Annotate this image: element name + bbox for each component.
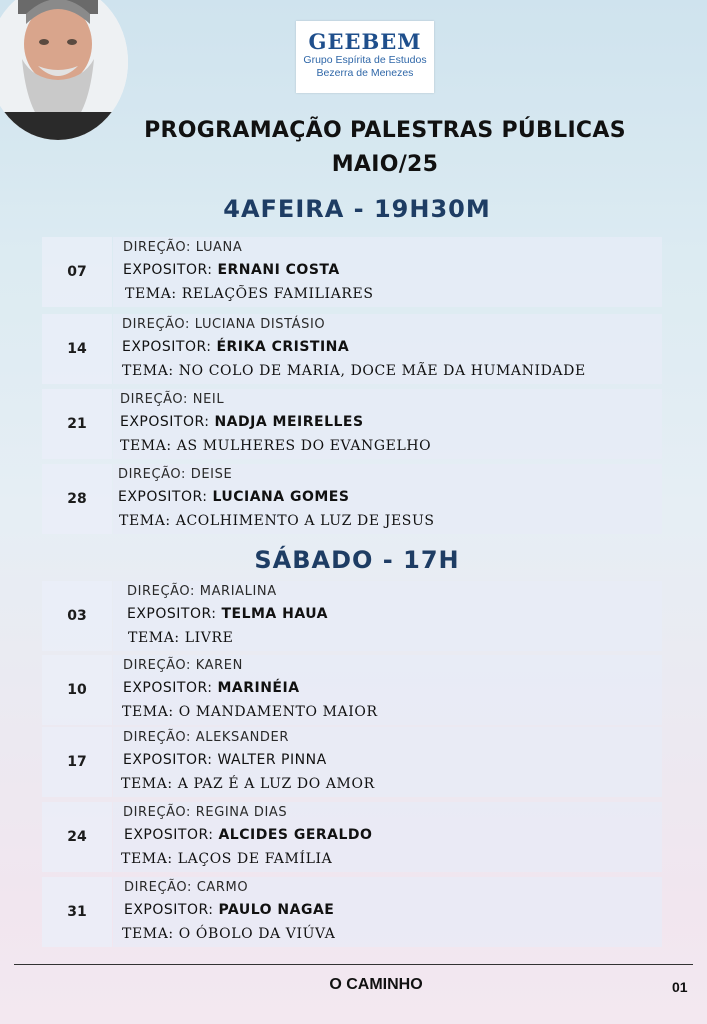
section-title-saturday: SÁBADO - 17H	[254, 546, 460, 574]
row-day: 24	[42, 802, 112, 872]
row-direcao: DIREÇÃO: MARIALINA	[127, 584, 277, 599]
row-info	[113, 314, 662, 384]
row-day: 03	[42, 581, 112, 651]
row-info	[113, 727, 662, 797]
footer-title: O CAMINHO	[329, 976, 423, 993]
row-tema: TEMA: O ÓBOLO DA VIÚVA	[122, 926, 336, 942]
row-direcao: DIREÇÃO: KAREN	[123, 658, 243, 673]
schedule-row	[42, 581, 662, 651]
row-info	[113, 877, 662, 947]
row-day: 10	[42, 655, 112, 725]
row-tema: TEMA: AS MULHERES DO EVANGELHO	[120, 438, 432, 454]
logo-subtitle-line1: Grupo Espírita de Estudos	[303, 54, 427, 66]
schedule-row	[42, 237, 662, 307]
row-info	[113, 237, 662, 307]
row-direcao: DIREÇÃO: ALEKSANDER	[123, 730, 289, 745]
row-direcao: DIREÇÃO: DEISE	[118, 467, 233, 482]
logo-subtitle-line2: Bezerra de Menezes	[316, 67, 414, 79]
row-expositor: EXPOSITOR: ERNANI COSTA	[123, 262, 340, 278]
row-day: 07	[42, 237, 112, 307]
row-tema: TEMA: LAÇOS DE FAMÍLIA	[121, 851, 333, 867]
page-number: 01	[672, 979, 688, 995]
row-expositor: EXPOSITOR: PAULO NAGAE	[124, 902, 335, 918]
row-expositor: EXPOSITOR: MARINÉIA	[123, 680, 300, 696]
schedule-row	[42, 314, 662, 384]
row-expositor: EXPOSITOR: LUCIANA GOMES	[118, 489, 350, 505]
row-day: 31	[42, 877, 112, 947]
page-subtitle: MAIO/25	[331, 152, 439, 177]
schedule-row	[42, 802, 662, 872]
row-day: 17	[42, 727, 112, 797]
row-expositor: EXPOSITOR: ALCIDES GERALDO	[124, 827, 373, 843]
footer-divider	[14, 964, 693, 965]
row-tema: TEMA: O MANDAMENTO MAIOR	[122, 704, 378, 720]
row-expositor: EXPOSITOR: TELMA HAUA	[127, 606, 329, 622]
row-direcao: DIREÇÃO: REGINA DIAS	[123, 805, 288, 820]
logo-name: GEEBEM	[308, 29, 422, 54]
schedule-row	[42, 727, 662, 797]
row-tema: TEMA: NO COLO DE MARIA, DOCE MÃE DA HUMANIDADE	[122, 363, 586, 379]
row-tema: TEMA: ACOLHIMENTO A LUZ DE JESUS	[119, 513, 435, 529]
schedule-row	[42, 389, 662, 459]
section-title-wednesday: 4AFEIRA - 19H30M	[223, 195, 491, 223]
row-tema: TEMA: A PAZ É A LUZ DO AMOR	[121, 776, 375, 792]
row-info	[113, 389, 662, 459]
row-day: 21	[42, 389, 112, 459]
schedule-row	[42, 655, 662, 725]
row-direcao: DIREÇÃO: LUCIANA DISTÁSIO	[122, 317, 326, 332]
row-direcao: DIREÇÃO: LUANA	[123, 240, 243, 255]
row-expositor: EXPOSITOR: ÉRIKA CRISTINA	[122, 339, 350, 355]
row-expositor: EXPOSITOR: NADJA MEIRELLES	[120, 414, 364, 430]
geebem-logo	[296, 21, 434, 93]
row-info	[113, 464, 662, 534]
row-tema: TEMA: LIVRE	[128, 630, 234, 646]
page-title: PROGRAMAÇÃO PALESTRAS PÚBLICAS	[144, 118, 626, 143]
row-direcao: DIREÇÃO: NEIL	[120, 392, 225, 407]
schedule-row	[42, 877, 662, 947]
row-direcao: DIREÇÃO: CARMO	[124, 880, 249, 895]
row-info	[113, 581, 662, 651]
row-tema: TEMA: RELAÇÕES FAMILIARES	[125, 286, 374, 302]
row-day: 14	[42, 314, 112, 384]
schedule-row	[42, 464, 662, 534]
row-day: 28	[42, 464, 112, 534]
row-info	[113, 655, 662, 725]
row-info	[113, 802, 662, 872]
row-expositor: EXPOSITOR: WALTER PINNA	[123, 752, 327, 768]
